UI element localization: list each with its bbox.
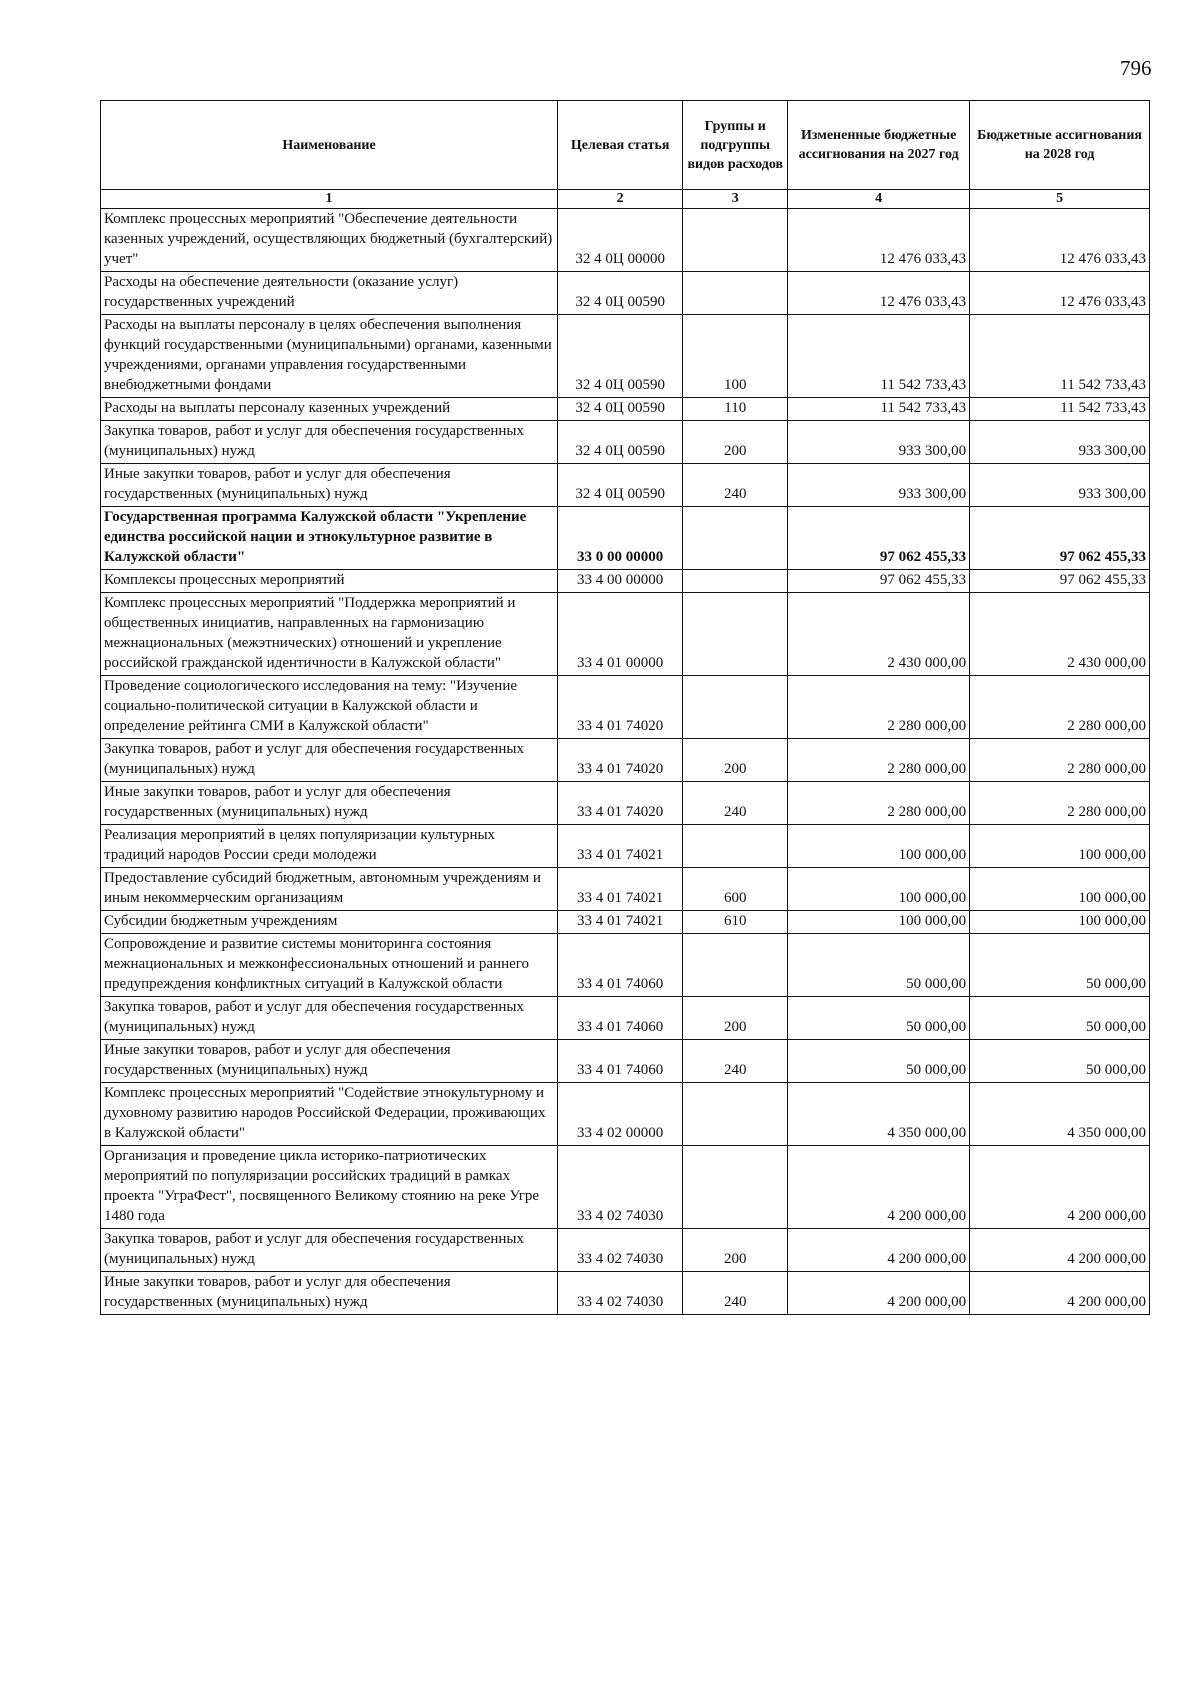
row-target-code: 32 4 0Ц 00590 (558, 398, 683, 421)
row-expense-group (683, 570, 788, 593)
row-amount-2027: 2 280 000,00 (788, 739, 970, 782)
row-amount-2027: 4 200 000,00 (788, 1272, 970, 1315)
row-expense-group: 200 (683, 739, 788, 782)
column-number: 4 (788, 190, 970, 209)
row-amount-2027: 2 280 000,00 (788, 782, 970, 825)
row-expense-group: 240 (683, 782, 788, 825)
row-expense-group: 200 (683, 1229, 788, 1272)
row-name: Иные закупки товаров, работ и услуг для обеспечения государственных (муниципальных) нужд (101, 1272, 558, 1315)
row-target-code: 33 0 00 00000 (558, 507, 683, 570)
row-target-code: 32 4 0Ц 00000 (558, 209, 683, 272)
column-number: 1 (101, 190, 558, 209)
row-target-code: 33 4 02 74030 (558, 1272, 683, 1315)
row-amount-2027: 97 062 455,33 (788, 570, 970, 593)
row-expense-group (683, 507, 788, 570)
row-amount-2027: 100 000,00 (788, 911, 970, 934)
row-amount-2028: 100 000,00 (970, 911, 1150, 934)
row-name: Организация и проведение цикла историко-патриотических мероприятий по популяризации российских традиций в рамках проекта "УграФест", посвященного Великому стоянию на реке Угре 1480 года (101, 1146, 558, 1229)
row-expense-group: 240 (683, 464, 788, 507)
row-name: Проведение социологического исследования на тему: "Изучение социально-политической ситуации в Калужской области и определение рейтинга СМИ в Калужской области" (101, 676, 558, 739)
row-amount-2027: 4 200 000,00 (788, 1146, 970, 1229)
table-row (101, 209, 1150, 272)
row-target-code: 33 4 01 74020 (558, 739, 683, 782)
row-target-code: 33 4 01 74020 (558, 676, 683, 739)
row-target-code: 33 4 02 74030 (558, 1146, 683, 1229)
row-target-code: 33 4 00 00000 (558, 570, 683, 593)
header-budget-2028: Бюджетные ассигнования на 2028 год (970, 101, 1150, 190)
row-amount-2027: 4 200 000,00 (788, 1229, 970, 1272)
row-expense-group (683, 1083, 788, 1146)
row-amount-2028: 12 476 033,43 (970, 272, 1150, 315)
row-target-code: 33 4 01 74060 (558, 997, 683, 1040)
table-row (101, 911, 1150, 934)
row-amount-2028: 50 000,00 (970, 934, 1150, 997)
header-target: Целевая статья (558, 101, 683, 190)
table-body (101, 209, 1150, 1315)
row-amount-2027: 12 476 033,43 (788, 272, 970, 315)
table-row (101, 421, 1150, 464)
row-amount-2027: 12 476 033,43 (788, 209, 970, 272)
row-target-code: 33 4 01 74060 (558, 1040, 683, 1083)
row-name: Реализация мероприятий в целях популяризации культурных традиций народов России среди молодежи (101, 825, 558, 868)
row-name: Комплексы процессных мероприятий (101, 570, 558, 593)
row-amount-2028: 933 300,00 (970, 464, 1150, 507)
header-name: Наименование (101, 101, 558, 190)
table-row (101, 507, 1150, 570)
row-expense-group: 610 (683, 911, 788, 934)
table-header-row (101, 101, 1150, 190)
row-amount-2028: 2 280 000,00 (970, 782, 1150, 825)
row-amount-2028: 100 000,00 (970, 868, 1150, 911)
row-amount-2028: 97 062 455,33 (970, 507, 1150, 570)
row-target-code: 32 4 0Ц 00590 (558, 272, 683, 315)
row-amount-2027: 100 000,00 (788, 868, 970, 911)
page-number: 796 (1120, 56, 1152, 80)
row-target-code: 33 4 01 74021 (558, 868, 683, 911)
row-name: Закупка товаров, работ и услуг для обеспечения государственных (муниципальных) нужд (101, 997, 558, 1040)
table-row (101, 464, 1150, 507)
row-expense-group (683, 934, 788, 997)
row-amount-2028: 11 542 733,43 (970, 398, 1150, 421)
row-amount-2027: 50 000,00 (788, 997, 970, 1040)
table-row (101, 1229, 1150, 1272)
row-amount-2028: 4 200 000,00 (970, 1229, 1150, 1272)
row-target-code: 32 4 0Ц 00590 (558, 315, 683, 398)
row-name: Предоставление субсидий бюджетным, автономным учреждениям и иным некоммерческим организациям (101, 868, 558, 911)
row-target-code: 33 4 01 74021 (558, 825, 683, 868)
row-expense-group: 240 (683, 1272, 788, 1315)
column-number: 5 (970, 190, 1150, 209)
row-target-code: 32 4 0Ц 00590 (558, 421, 683, 464)
row-name: Иные закупки товаров, работ и услуг для обеспечения государственных (муниципальных) нужд (101, 782, 558, 825)
row-amount-2027: 933 300,00 (788, 464, 970, 507)
row-expense-group (683, 825, 788, 868)
row-name: Расходы на выплаты персоналу в целях обеспечения выполнения функций государственными (муниципальными) органами, казенными учреждениями, органами управления государственными внебюджетными фондами (101, 315, 558, 398)
table-row (101, 676, 1150, 739)
row-amount-2028: 97 062 455,33 (970, 570, 1150, 593)
header-changed-2027: Измененные бюджетные ассигнования на 2027 год (788, 101, 970, 190)
row-expense-group (683, 1146, 788, 1229)
table-row (101, 739, 1150, 782)
row-expense-group (683, 272, 788, 315)
table-row (101, 398, 1150, 421)
row-amount-2027: 11 542 733,43 (788, 315, 970, 398)
row-amount-2027: 50 000,00 (788, 934, 970, 997)
row-expense-group: 240 (683, 1040, 788, 1083)
row-amount-2027: 933 300,00 (788, 421, 970, 464)
row-amount-2028: 50 000,00 (970, 997, 1150, 1040)
row-name: Комплекс процессных мероприятий "Содействие этнокультурному и духовному развитию народов Российской Федерации, проживающих в Калужской области" (101, 1083, 558, 1146)
row-name: Иные закупки товаров, работ и услуг для обеспечения государственных (муниципальных) нужд (101, 1040, 558, 1083)
row-expense-group: 200 (683, 997, 788, 1040)
row-amount-2027: 97 062 455,33 (788, 507, 970, 570)
table-row (101, 272, 1150, 315)
row-expense-group (683, 209, 788, 272)
row-target-code: 33 4 01 00000 (558, 593, 683, 676)
row-target-code: 33 4 02 74030 (558, 1229, 683, 1272)
row-expense-group (683, 593, 788, 676)
row-amount-2028: 4 200 000,00 (970, 1146, 1150, 1229)
row-amount-2027: 2 430 000,00 (788, 593, 970, 676)
row-target-code: 32 4 0Ц 00590 (558, 464, 683, 507)
table-row (101, 570, 1150, 593)
table-row (101, 1083, 1150, 1146)
table-row (101, 1040, 1150, 1083)
row-amount-2028: 933 300,00 (970, 421, 1150, 464)
row-target-code: 33 4 01 74021 (558, 911, 683, 934)
table-row (101, 315, 1150, 398)
row-amount-2028: 100 000,00 (970, 825, 1150, 868)
row-amount-2028: 12 476 033,43 (970, 209, 1150, 272)
table-row (101, 997, 1150, 1040)
column-number: 2 (558, 190, 683, 209)
row-target-code: 33 4 01 74060 (558, 934, 683, 997)
row-amount-2027: 50 000,00 (788, 1040, 970, 1083)
row-expense-group: 100 (683, 315, 788, 398)
row-name: Сопровождение и развитие системы мониторинга состояния межнациональных и межконфессиональных отношений и раннего предупреждения конфликтных ситуаций в Калужской области (101, 934, 558, 997)
row-name: Государственная программа Калужской области "Укрепление единства российской нации и этнокультурное развитие в Калужской области" (101, 507, 558, 570)
table-row (101, 1146, 1150, 1229)
row-name: Расходы на обеспечение деятельности (оказание услуг) государственных учреждений (101, 272, 558, 315)
table-row (101, 825, 1150, 868)
header-groups: Группы и подгруппы видов расходов (683, 101, 788, 190)
row-amount-2028: 2 280 000,00 (970, 739, 1150, 782)
row-amount-2028: 4 350 000,00 (970, 1083, 1150, 1146)
row-name: Закупка товаров, работ и услуг для обеспечения государственных (муниципальных) нужд (101, 1229, 558, 1272)
row-name: Иные закупки товаров, работ и услуг для обеспечения государственных (муниципальных) нужд (101, 464, 558, 507)
row-expense-group (683, 676, 788, 739)
budget-table (100, 100, 1150, 1315)
row-name: Субсидии бюджетным учреждениям (101, 911, 558, 934)
row-expense-group: 200 (683, 421, 788, 464)
row-target-code: 33 4 02 00000 (558, 1083, 683, 1146)
row-amount-2028: 2 430 000,00 (970, 593, 1150, 676)
row-amount-2027: 2 280 000,00 (788, 676, 970, 739)
row-amount-2028: 50 000,00 (970, 1040, 1150, 1083)
column-number-row (101, 190, 1150, 209)
table-row (101, 782, 1150, 825)
row-amount-2028: 2 280 000,00 (970, 676, 1150, 739)
table-row (101, 934, 1150, 997)
row-name: Комплекс процессных мероприятий "Поддержка мероприятий и общественных инициатив, направленных на гармонизацию межнациональных (межэтнических) отношений и укрепление российской гражданской идентичности в Калужской области" (101, 593, 558, 676)
row-amount-2027: 4 350 000,00 (788, 1083, 970, 1146)
row-expense-group: 600 (683, 868, 788, 911)
table-row (101, 868, 1150, 911)
row-amount-2028: 11 542 733,43 (970, 315, 1150, 398)
column-number: 3 (683, 190, 788, 209)
row-name: Закупка товаров, работ и услуг для обеспечения государственных (муниципальных) нужд (101, 421, 558, 464)
row-amount-2028: 4 200 000,00 (970, 1272, 1150, 1315)
row-expense-group: 110 (683, 398, 788, 421)
row-name: Комплекс процессных мероприятий "Обеспечение деятельности казенных учреждений, осуществляющих бюджетный (бухгалтерский) учет" (101, 209, 558, 272)
row-amount-2027: 100 000,00 (788, 825, 970, 868)
row-name: Расходы на выплаты персоналу казенных учреждений (101, 398, 558, 421)
row-amount-2027: 11 542 733,43 (788, 398, 970, 421)
table-row (101, 1272, 1150, 1315)
row-target-code: 33 4 01 74020 (558, 782, 683, 825)
row-name: Закупка товаров, работ и услуг для обеспечения государственных (муниципальных) нужд (101, 739, 558, 782)
table-row (101, 593, 1150, 676)
